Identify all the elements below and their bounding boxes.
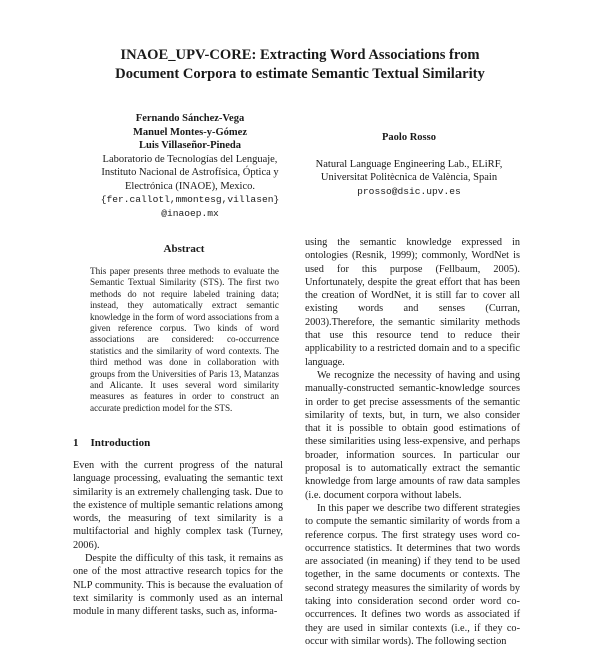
abstract-text bbox=[90, 266, 279, 414]
abstract-paragraph: This paper presents three methods to evaluate the Semantic Textual Similarity (STS). The first two methods do not require labeled training data; instead, they automatically extract semantic knowledge in the form of word associations from a given reference corpus. Two kinds of word associations are considered: co-occurrence statistics and the similarity of word contexts. The third method was done in collaboration with groups from the Universities of Paris 13, Matanzas and Alicante. It uses several word similarity measures as features in order to construct an accurate prediction model for the STS. bbox=[90, 266, 279, 413]
title-line-2: Document Corpora to estimate Semantic Textual Similarity bbox=[115, 66, 485, 82]
author-name: Paolo Rosso bbox=[382, 132, 436, 143]
affiliation-line: Instituto Nacional de Astrofísica, Óptica y bbox=[101, 167, 279, 178]
right-column-body bbox=[305, 236, 520, 648]
paper-title bbox=[60, 46, 540, 84]
body-paragraph: Despite the difficulty of this task, it remains as one of the most attractive research topics for the NLP community. This is because the evaluation of text similarity is commonly used as an internal module in many different tasks, such as, informa- bbox=[73, 553, 283, 618]
body-paragraph: Even with the current progress of the natural language processing, evaluating the semantic text similarity is an extremely challenging task. Due to the existence of multiple semantic relations among words, the measuring of text similarity is a multifactorial and highly complex task (Turney, 2006). bbox=[73, 460, 283, 551]
body-paragraph: using the semantic knowledge expressed in ontologies (Resnik, 1999); commonly, WordNet is used for this purpose (Fellbaum, 2005). Unfortunately, despite the great effort that has been the creation of WordNet, it is still far to cover all existing words and senses (Curran, 2003).Therefore, the semantic similarity methods that use this resource tend to reduce their applicability to a restricted domain and to a specific language. bbox=[305, 237, 520, 368]
author-name: Luis Villaseñor-Pineda bbox=[138, 140, 241, 151]
author-name: Fernando Sánchez-Vega bbox=[135, 113, 245, 124]
body-paragraph: In this paper we describe two different strategies to compute the semantic similarity of words from a reference corpus. The first strategy uses word co-occurrence statistics. It determines that two words are associated (in meaning) if they tend to be used together, in the same documents or contexts. The second strategy measures the similarity of words by taking into consideration second order word co-occurrences. It defines two words as associated if they are used in similar contexts (i.e., if they co-occur with similar words). The following section bbox=[305, 502, 520, 647]
author-name: Manuel Montes-y-Gómez bbox=[132, 126, 247, 138]
left-column-body bbox=[73, 459, 283, 619]
section-title: Introduction bbox=[90, 437, 151, 449]
section-number: 1 bbox=[73, 437, 79, 449]
title-line-1: INAOE_UPV-CORE: Extracting Word Associations from bbox=[120, 47, 480, 63]
author-email: {fer.callotl,mmontesg,villasen} bbox=[100, 194, 280, 205]
body-paragraph: We recognize the necessity of having and using manually-constructed semantic-knowledge sources in order to get precise assessments of the semantic similarity of texts, but, in turn, we also consider that it is possible to obtain good estimations of these similarities using less-expensive, and perhaps broader, information sources. In particular our proposal is to automatically extract the semantic knowledge from large amounts of raw data samples (i.e. document corpora without labels. bbox=[305, 369, 520, 501]
author-block-right bbox=[305, 131, 513, 198]
affiliation-line: Natural Language Engineering Lab., ELiRF, bbox=[315, 158, 503, 170]
author-block-left bbox=[75, 112, 305, 220]
abstract-heading: Abstract bbox=[163, 243, 205, 255]
affiliation-line: Universitat Politècnica de València, Spain bbox=[320, 172, 498, 183]
author-email: @inaoep.mx bbox=[161, 207, 219, 219]
author-email: prosso@dsic.upv.es bbox=[357, 185, 461, 197]
section-heading-introduction bbox=[73, 437, 150, 449]
affiliation-line: Electrónica (INAOE), Mexico. bbox=[124, 180, 256, 192]
affiliation-line: Laboratorio de Tecnologías del Lenguaje, bbox=[102, 153, 278, 165]
